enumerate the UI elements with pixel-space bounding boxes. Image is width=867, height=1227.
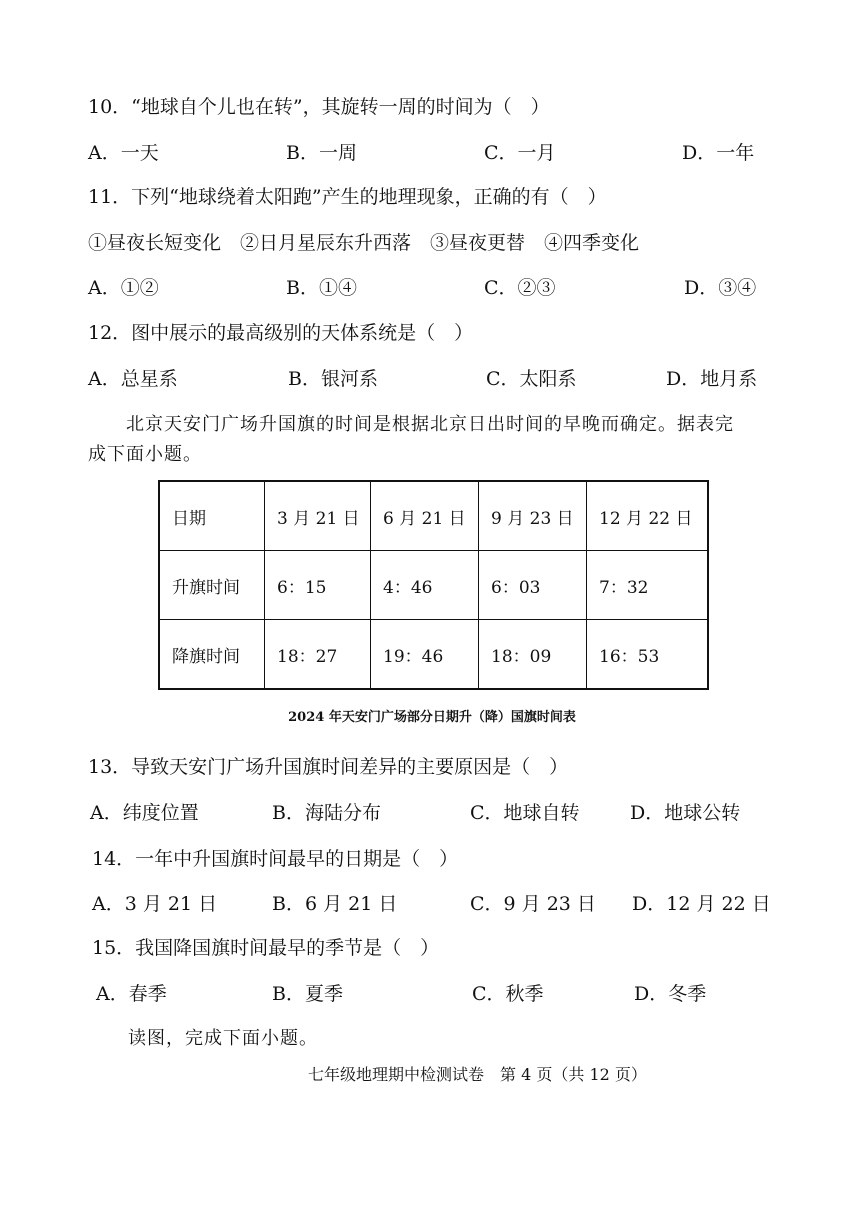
- q14-option-b: B．6 月 21 日: [272, 893, 398, 915]
- q10-option-b: B．一周: [286, 142, 357, 164]
- outro-instruction: 读图，完成下面小题。: [128, 1028, 318, 1049]
- question-11-stem: 11．下列“地球绕着太阳跑”产生的地理现象，正确的有（ ）: [88, 186, 607, 208]
- table-cell: 7：32: [587, 551, 709, 620]
- q14-option-d: D．12 月 22 日: [632, 893, 771, 915]
- page-footer: 七年级地理期中检测试卷 第 4 页（共 12 页）: [308, 1065, 647, 1084]
- table-cell: 6：03: [479, 551, 587, 620]
- q13-option-b: B．海陆分布: [272, 802, 381, 824]
- q13-option-d: D．地球公转: [630, 802, 741, 824]
- table-cell: 3 月 21 日: [265, 481, 371, 551]
- q12-option-b: B．银河系: [288, 368, 378, 390]
- q11-items: ①昼夜长短变化 ②日月星辰东升西落 ③昼夜更替 ④四季变化: [88, 232, 640, 254]
- table-cell: 6：15: [265, 551, 371, 620]
- q11-option-b: B．①④: [286, 277, 357, 299]
- q12-option-a: A．总星系: [88, 368, 178, 390]
- q15-option-b: B．夏季: [272, 983, 343, 1005]
- q15-option-c: C．秋季: [472, 983, 544, 1005]
- question-12-stem: 12．图中展示的最高级别的天体系统是（ ）: [88, 322, 474, 344]
- q11-option-c: C．②③: [484, 277, 556, 299]
- table-header-row: [159, 481, 708, 551]
- q12-option-c: C．太阳系: [486, 368, 577, 390]
- question-14-stem: 14．一年中升国旗时间最早的日期是（ ）: [92, 848, 459, 870]
- table-cell: 16：53: [587, 620, 709, 690]
- flag-time-table: [158, 480, 709, 690]
- question-13-stem: 13．导致天安门广场升国旗时间差异的主要原因是（ ）: [88, 756, 569, 778]
- table-cell: 18：27: [265, 620, 371, 690]
- table-cell: 9 月 23 日: [479, 481, 587, 551]
- q10-option-d: D．一年: [682, 142, 755, 164]
- intro-line-2: 成下面小题。: [88, 444, 202, 465]
- q12-option-d: D．地月系: [666, 368, 758, 390]
- q14-option-a: A．3 月 21 日: [92, 893, 218, 915]
- question-15-stem: 15．我国降国旗时间最早的季节是（ ）: [92, 937, 440, 959]
- q15-option-d: D．冬季: [634, 983, 707, 1005]
- table-cell: 18：09: [479, 620, 587, 690]
- q13-option-a: A．纬度位置: [90, 802, 199, 824]
- q10-option-a: A．一天: [88, 142, 159, 164]
- q13-option-c: C．地球自转: [470, 802, 580, 824]
- table-caption: 2024 年天安门广场部分日期升（降）国旗时间表: [288, 710, 576, 725]
- table-cell: 4：46: [371, 551, 479, 620]
- q15-option-a: A．春季: [96, 983, 167, 1005]
- table-cell: 日期: [159, 481, 265, 551]
- q11-option-a: A．①②: [88, 277, 159, 299]
- table-row: [159, 620, 708, 690]
- table-cell: 升旗时间: [159, 551, 265, 620]
- intro-line-1: 北京天安门广场升国旗的时间是根据北京日出时间的早晚而确定。据表完: [126, 414, 734, 435]
- table-cell: 6 月 21 日: [371, 481, 479, 551]
- question-10-stem: 10．“地球自个儿也在转”，其旋转一周的时间为（ ）: [88, 96, 550, 118]
- q10-option-c: C．一月: [484, 142, 556, 164]
- table-row: [159, 551, 708, 620]
- q11-option-d: D．③④: [684, 277, 757, 299]
- table-cell: 19：46: [371, 620, 479, 690]
- table-cell: 降旗时间: [159, 620, 265, 690]
- q14-option-c: C．9 月 23 日: [470, 893, 596, 915]
- table-cell: 12 月 22 日: [587, 481, 709, 551]
